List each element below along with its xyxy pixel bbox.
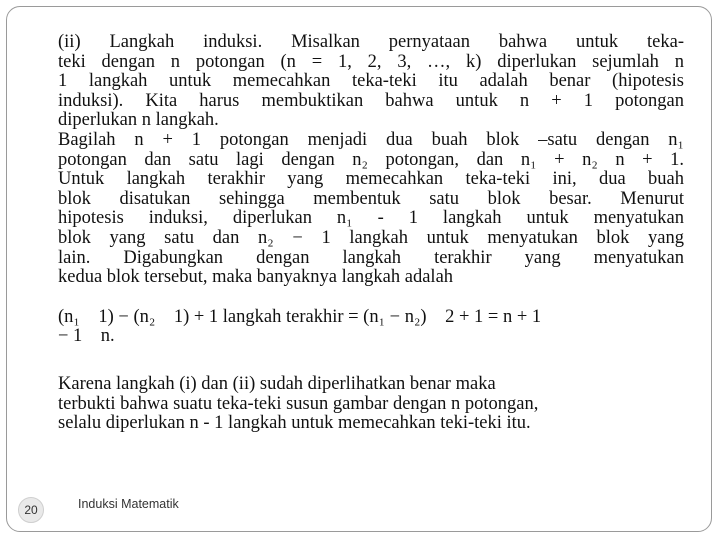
step-count-formula bbox=[58, 308, 684, 347]
text-line: hipotesis induksi, diperlukan n₁ - 1 langkah untuk menyatukan bbox=[58, 208, 684, 229]
paragraph-conclusion bbox=[58, 375, 684, 434]
formula-line: − 1 n. bbox=[58, 326, 115, 347]
text-line: blok disatukan sehingga membentuk satu blok besar. Menurut bbox=[58, 188, 684, 209]
text-line: diperlukan n langkah. bbox=[58, 110, 219, 131]
paragraph-split-blocks bbox=[58, 131, 684, 288]
text-line: terbukti bahwa suatu teka-teki susun gambar dengan n potongan, bbox=[58, 393, 539, 414]
formula-line: (n₁ 1) − (n₂ 1) + 1 langkah terakhir = (n₁ − n₂) 2 + 1 = n + 1 bbox=[58, 306, 542, 327]
text-line: kedua blok tersebut, maka banyaknya langkah adalah bbox=[58, 267, 454, 288]
paragraph-induction-step bbox=[58, 33, 684, 131]
text-line: blok yang satu dan n₂ − 1 langkah untuk menyatukan blok yang bbox=[58, 227, 684, 248]
text-line: teki dengan n potongan (n = 1, 2, 3, …, k) diperlukan sejumlah n bbox=[58, 51, 684, 72]
text-line: selalu diperlukan n - 1 langkah untuk memecahkan teki-teki itu. bbox=[58, 413, 531, 434]
text-line: induksi). Kita harus membuktikan bahwa untuk n + 1 potongan bbox=[58, 90, 684, 111]
slide-content bbox=[58, 33, 684, 434]
text-line: Untuk langkah terakhir yang memecahkan teka-teki ini, dua buah bbox=[58, 169, 684, 190]
text-line: 1 langkah untuk memecahkan teka-teki itu adalah benar (hipotesis bbox=[58, 71, 684, 92]
text-line: (ii) Langkah induksi. Misalkan pernyataan bahwa untuk teka- bbox=[58, 32, 684, 52]
footer-title: Induksi Matematik bbox=[78, 497, 179, 511]
text-line: potongan dan satu lagi dengan n₂ potongan, dan n₁ + n₂ n + 1. bbox=[58, 149, 684, 170]
page-number-badge: 20 bbox=[18, 497, 44, 523]
text-line: Bagilah n + 1 potongan menjadi dua buah blok –satu dengan n₁ bbox=[58, 129, 684, 150]
text-line: lain. Digabungkan dengan langkah terakhir yang menyatukan bbox=[58, 247, 684, 268]
text-line: Karena langkah (i) dan (ii) sudah diperlihatkan benar maka bbox=[58, 373, 496, 394]
